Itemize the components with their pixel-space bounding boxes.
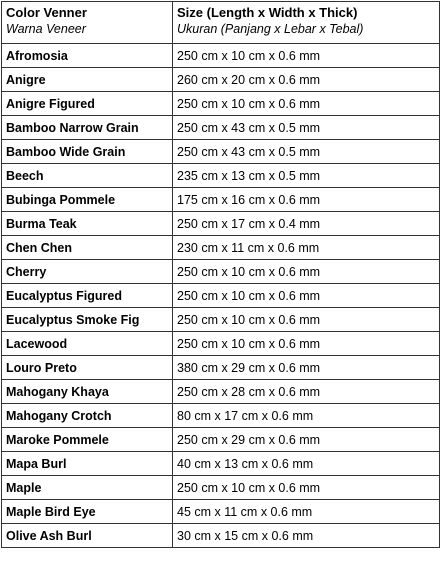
- veneer-size-cell: 380 cm x 29 cm x 0.6 mm: [173, 356, 440, 380]
- veneer-name-cell: Louro Preto: [2, 356, 173, 380]
- table-row: [2, 164, 440, 188]
- table-row: [2, 140, 440, 164]
- veneer-size-cell: 250 cm x 10 cm x 0.6 mm: [173, 332, 440, 356]
- table-header-row: [2, 2, 440, 44]
- veneer-name-cell: Chen Chen: [2, 236, 173, 260]
- header-size-title: Size (Length x Width x Thick): [177, 5, 358, 20]
- veneer-size-cell: 250 cm x 28 cm x 0.6 mm: [173, 380, 440, 404]
- veneer-size-cell: 250 cm x 10 cm x 0.6 mm: [173, 44, 440, 68]
- veneer-name-cell: Anigre Figured: [2, 92, 173, 116]
- table-row: [2, 332, 440, 356]
- veneer-size-table: [1, 1, 440, 548]
- veneer-size-cell: 175 cm x 16 cm x 0.6 mm: [173, 188, 440, 212]
- table-row: [2, 404, 440, 428]
- table-row: [2, 452, 440, 476]
- veneer-name-cell: Beech: [2, 164, 173, 188]
- veneer-name-cell: Eucalyptus Figured: [2, 284, 173, 308]
- veneer-size-cell: 250 cm x 10 cm x 0.6 mm: [173, 260, 440, 284]
- veneer-size-cell: 80 cm x 17 cm x 0.6 mm: [173, 404, 440, 428]
- table-row: [2, 428, 440, 452]
- veneer-size-cell: 40 cm x 13 cm x 0.6 mm: [173, 452, 440, 476]
- veneer-name-cell: Bamboo Wide Grain: [2, 140, 173, 164]
- table-row: [2, 308, 440, 332]
- table-row: [2, 116, 440, 140]
- table-row: [2, 284, 440, 308]
- veneer-name-cell: Bubinga Pommele: [2, 188, 173, 212]
- header-color-veneer-subtitle: Warna Veneer: [6, 22, 86, 36]
- header-size-subtitle: Ukuran (Panjang x Lebar x Tebal): [177, 22, 364, 36]
- veneer-size-cell: 250 cm x 29 cm x 0.6 mm: [173, 428, 440, 452]
- veneer-size-cell: 250 cm x 10 cm x 0.6 mm: [173, 92, 440, 116]
- table-row: [2, 500, 440, 524]
- veneer-size-cell: 250 cm x 10 cm x 0.6 mm: [173, 284, 440, 308]
- table-row: [2, 260, 440, 284]
- table-row: [2, 68, 440, 92]
- table-row: [2, 524, 440, 548]
- veneer-name-cell: Anigre: [2, 68, 173, 92]
- veneer-name-cell: Olive Ash Burl: [2, 524, 173, 548]
- header-cell-size: [173, 2, 440, 44]
- table-row: [2, 92, 440, 116]
- veneer-name-cell: Mahogany Crotch: [2, 404, 173, 428]
- veneer-size-cell: 250 cm x 43 cm x 0.5 mm: [173, 116, 440, 140]
- table-row: [2, 380, 440, 404]
- table-row: [2, 188, 440, 212]
- veneer-size-cell: 235 cm x 13 cm x 0.5 mm: [173, 164, 440, 188]
- veneer-name-cell: Maroke Pommele: [2, 428, 173, 452]
- veneer-name-cell: Mapa Burl: [2, 452, 173, 476]
- veneer-name-cell: Mahogany Khaya: [2, 380, 173, 404]
- table-row: [2, 356, 440, 380]
- veneer-name-cell: Cherry: [2, 260, 173, 284]
- veneer-table-body: [2, 2, 440, 548]
- veneer-size-cell: 30 cm x 15 cm x 0.6 mm: [173, 524, 440, 548]
- table-row: [2, 476, 440, 500]
- veneer-name-cell: Eucalyptus Smoke Fig: [2, 308, 173, 332]
- veneer-size-cell: 250 cm x 10 cm x 0.6 mm: [173, 476, 440, 500]
- veneer-name-cell: Maple Bird Eye: [2, 500, 173, 524]
- table-row: [2, 44, 440, 68]
- veneer-size-cell: 260 cm x 20 cm x 0.6 mm: [173, 68, 440, 92]
- veneer-size-cell: 250 cm x 10 cm x 0.6 mm: [173, 308, 440, 332]
- veneer-name-cell: Afromosia: [2, 44, 173, 68]
- veneer-size-cell: 45 cm x 11 cm x 0.6 mm: [173, 500, 440, 524]
- veneer-size-cell: 250 cm x 43 cm x 0.5 mm: [173, 140, 440, 164]
- veneer-name-cell: Bamboo Narrow Grain: [2, 116, 173, 140]
- table-row: [2, 236, 440, 260]
- veneer-name-cell: Lacewood: [2, 332, 173, 356]
- veneer-size-cell: 230 cm x 11 cm x 0.6 mm: [173, 236, 440, 260]
- table-row: [2, 212, 440, 236]
- veneer-name-cell: Burma Teak: [2, 212, 173, 236]
- header-cell-color-veneer: [2, 2, 173, 44]
- veneer-name-cell: Maple: [2, 476, 173, 500]
- veneer-size-cell: 250 cm x 17 cm x 0.4 mm: [173, 212, 440, 236]
- header-color-veneer-title: Color Venner: [6, 5, 87, 20]
